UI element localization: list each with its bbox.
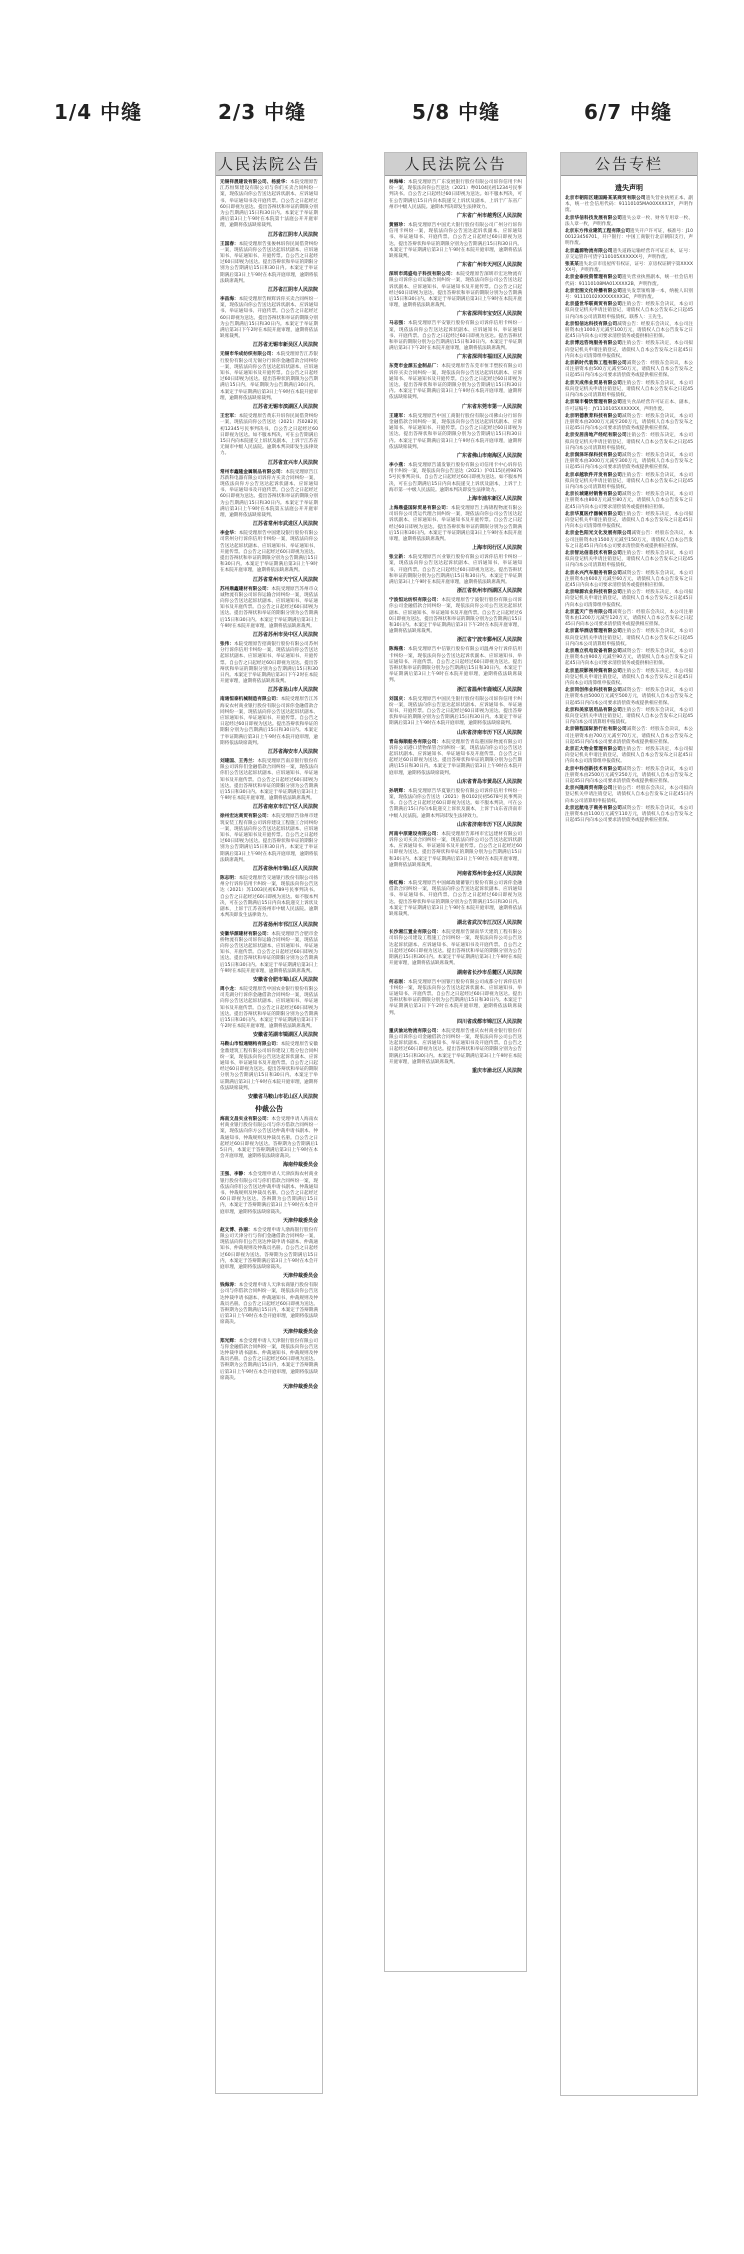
notice-item xyxy=(565,806,693,825)
notice-item xyxy=(389,647,522,684)
notice-item xyxy=(565,302,693,321)
notice-item xyxy=(565,262,693,274)
notice-party: 黄丽珍： xyxy=(389,223,409,229)
notice-item xyxy=(220,814,318,864)
notice-item xyxy=(565,747,693,766)
notice-item xyxy=(565,610,693,629)
notice-text: 减资公告：经股东会决议，本公司注册资本由1000万元减至100万元，请债权人自本公告发布之日起45日内向本公司要求清偿债务或提供相应担保。 xyxy=(565,321,693,340)
notice-court-signature: 天津仲裁委员会 xyxy=(282,1273,318,1280)
notice-party: 北京华信科技发展有限公司 xyxy=(565,215,622,221)
notice-item xyxy=(565,216,693,228)
column-body xyxy=(216,176,322,2093)
column-court-notices-1 xyxy=(215,152,323,2094)
notice-court-signature: 江苏省徐州市铜山区人民法院 xyxy=(252,866,318,873)
notice-text: 本院受理原告安徽金鼎建筑工程有限公司诉你建设工程分包合同纠纷一案，现依法向你公告送达起诉状副本、应诉通知书、举证通知书及开庭传票。自公告之日起经过60日即视为送达。提出答辩状和举证的期限分别为公告期满后15日和30日内。本案定于举证期满后第3日上午9时在本院开庭审理，逾期将依法缺席裁判。 xyxy=(220,1042,318,1091)
notice-party: 北京和美家居用品有限公司 xyxy=(565,707,622,713)
notice-text: 本院受理原告浦发银行股份有限公司信用卡中心诉你信用卡纠纷一案，现依法向你公告送达（2021）沪0115民初98765号民事判决书。自公告之日起经过60日即视为送达。如不服本判决，可在公告期满后15日内向本院递交上诉状及副本，上诉于上海市第一中级人民法院。逾期本判决即发生法律效力。 xyxy=(389,462,522,493)
notice-court-signature: 江苏省昆山市人民法院 xyxy=(267,687,318,694)
notice-text: 减资公告：经股东会决议，本公司注册资本由700万元减至70万元，请债权人自本公告发布之日起45日内向本公司要求清偿债务或提供相应担保。 xyxy=(565,727,693,745)
notice-party: 马志强： xyxy=(389,321,409,327)
notice-item xyxy=(220,759,318,802)
notice-party: 北京兴隆商贸有限公司 xyxy=(565,786,613,792)
notice-item xyxy=(565,341,693,360)
notice-party: 北京卓越软件开发有限公司 xyxy=(565,472,622,478)
notice-party: 长沙湘江置业有限公司： xyxy=(389,930,442,936)
notice-party: 河南中原建设有限公司： xyxy=(389,831,442,837)
notice-text: 本会受理申请人天津银行股份有限公司与你金融借款合同纠纷一案，现依法向你公告送达仲裁申请书副本、仲裁通知书、仲裁规则及仲裁员名册。自公告之日起经过60日即视为送达。答辩期为公告期满后15日内，本案定于答辩期满后第3日上午9时在本会开庭审理，逾期将依法缺席裁决。 xyxy=(220,1338,318,1381)
notice-text: 注销公告：经股东会决议，本公司拟向登记机关申请注销登记，请债权人自本公告发布之日起45日内向本公司清算组申报债权。 xyxy=(565,380,693,399)
notice-text: 本院受理原告平安银行股份有限公司诉你信用卡纠纷一案，现依法向你公告送达起诉状副本、应诉通知书、举证通知书、开庭传票。自公告之日起经过60日即视为送达。提出答辩状和举证的期限分别为公告期满后15日和30日内。本案定于举证期满后第3日下午2时在本院开庭审理，逾期将依法缺席裁判。 xyxy=(389,321,522,352)
notice-party: 北京鑫源物流有限公司 xyxy=(565,248,613,254)
notice-party: 北京瑞丰餐饮管理有限公司 xyxy=(565,400,622,406)
notice-item xyxy=(389,740,522,777)
notice-item xyxy=(220,876,318,919)
notice-item xyxy=(565,414,693,433)
notice-court-signature: 江苏省宜兴市人民法院 xyxy=(267,459,318,466)
notice-text: 减资公告：经股东会决议，本公司注册资本由900万元减至90万元，请债权人自本公告发布之日起45日内向本公司要求清偿债务或提供相应担保。 xyxy=(565,649,693,667)
notice-party: 陈海燕： xyxy=(389,647,409,653)
notice-text: 注销公告：经股东会决议，本公司拟向登记机关申请注销登记，请债权人自本公告发布之日起45日内向本公司清算组申报债权。联系人：王先生。 xyxy=(565,302,693,320)
notice-text: 本院受理原告招商银行股份有限公司苏州分行诉你信用卡纠纷一案，现依法向你公告送达起诉状副本、应诉通知书、举证通知书、开庭传票。自公告之日起经过60日即视为送达。提出答辩状和举证的期限分别为公告期满后15日和30日内。本案定于举证期满后第3日下午2时在本院开庭审理，逾期将依法缺席裁判。 xyxy=(220,641,318,685)
notice-item xyxy=(220,470,318,520)
notice-party: 孙明辉： xyxy=(389,788,409,794)
notice-party: 刘国庆： xyxy=(389,696,409,702)
notice-party: 张某某 xyxy=(565,262,579,268)
notice-text: 遗失公章一枚、财务专用章一枚、法人章一枚，声明作废。 xyxy=(565,215,693,227)
notice-party: 北京远航电子商务有限公司 xyxy=(565,805,622,811)
notice-party: 北京润泽环保科技有限公司 xyxy=(565,452,622,458)
notice-party: 赵文博、孙丽： xyxy=(220,1227,253,1233)
notice-court-signature: 广东省深圳市福田区人民法院 xyxy=(456,354,522,361)
notice-court-signature: 江苏省常州市武进区人民法院 xyxy=(252,521,318,528)
notice-party: 李小燕： xyxy=(389,462,409,468)
notice-party: 北京安居房地产经纪有限公司 xyxy=(565,433,627,439)
notice-item xyxy=(565,322,693,341)
notice-item xyxy=(220,1042,318,1092)
notice-item xyxy=(389,463,522,494)
notice-item xyxy=(565,727,693,746)
notice-item xyxy=(565,196,693,215)
notice-text: 本院受理原告中国民生银行股份有限公司诉你信用卡纠纷一案，现依法向你公告送达起诉状副本、应诉通知书、举证通知书、开庭传票。自公告之日起经过60日即视为送达。提出答辩状和举证的期限分别为公告期满后15日和30日内。本案定于举证期满后第3日上午9时在本院开庭审理，逾期将依法缺席裁判。 xyxy=(389,696,522,727)
section-title-lost-notice: 遗失声明 xyxy=(615,184,643,192)
notice-party: 北京市朝阳区建国路某某商贸有限公司 xyxy=(565,196,646,201)
notice-party: 北京鼎立机电设备有限公司 xyxy=(565,649,622,655)
notice-item xyxy=(565,381,693,400)
notice-party: 北京博远咨询服务有限公司 xyxy=(565,341,622,347)
notice-text: 本院受理原告江苏新科电器有限公司诉你方买卖合同纠纷一案，现依法向你方公告送达起诉状副本、应诉通知书、举证通知书及开庭传票。自公告之日起经过60日即视为送达。提出答辩状和举证的期限分别为公告期满后15日和30日内。本案定于举证期满后第3日上午9时在本院第五法庭公开开庭审理，逾期将依法缺席裁判。 xyxy=(220,469,318,518)
notice-party: 北京锦程国际旅行社有限公司 xyxy=(565,727,627,733)
notice-party: 北京中科创新技术有限公司 xyxy=(565,766,622,772)
notice-item xyxy=(565,289,693,301)
notice-text: 本院受理原告兴业银行股份有限公司诉你信用卡纠纷一案，现依法向你公告送达起诉状副本、应诉通知书、举证通知书、开庭传票。自公告之日起经过60日即视为送达。提出答辩状和举证的期限分别为公告期满后15日和30日内。本案定于举证期满后第3日上午9时在本院开庭审理，逾期将依法缺席裁判。 xyxy=(389,555,522,585)
notice-court-signature: 江苏省江阴市人民法院 xyxy=(267,231,318,238)
notice-item xyxy=(565,649,693,668)
notice-item xyxy=(389,364,522,401)
notice-item xyxy=(220,1228,318,1271)
notice-party: 重庆渝达物流有限公司： xyxy=(389,1028,442,1034)
notice-item xyxy=(220,587,318,630)
notice-text: 减资公告：经股东会决议，本公司注册资本由500万元减至50万元，请债权人自本公告发布之日起45日内向本公司要求清偿债务或提供相应担保。 xyxy=(565,361,693,379)
notice-item xyxy=(565,492,693,511)
notice-text: 遗失食品经营许可证正本、副本，许可证编号：JY1110105XXXXXXX，声明作废。 xyxy=(565,400,693,412)
notice-item xyxy=(565,786,693,805)
notice-court-signature: 山东省青岛市黄岛区人民法院 xyxy=(456,778,522,785)
notice-party: 北京长城建材销售有限公司 xyxy=(565,492,622,498)
notice-court-signature: 浙江省杭州市西湖区人民法院 xyxy=(456,588,522,595)
notice-text: 本院受理原告徐州市建筑安装工程有限公司诉你建设工程施工合同纠纷一案，现依法向你公告送达起诉状副本、应诉通知书、举证通知书及开庭传票。自公告之日起经过60日即视为送达。提出答辩状和举证的期限分别为公告期满后15日和30日内。本案定于举证期满后第3日上午9时在本院开庭审理，逾期将依法缺席裁判。 xyxy=(220,814,318,863)
notice-text: 本院受理原告重庆农村商业银行股份有限公司诉你公司金融借款合同纠纷一案，现依法向你公司公告送达起诉状副本、应诉通知书、举证通知书及开庭传票。自公告之日起经过60日即视为送达。提出答辩状和举证的期限分别为公告期满后15日和30日内。本案定于举证期满后第3日上午9时在本院开庭审理，逾期将依法缺席裁判。 xyxy=(389,1028,522,1065)
notice-item xyxy=(389,180,522,211)
notice-party: 北京富华酒店管理有限公司 xyxy=(565,629,622,635)
notice-text: 减资公告：经股东会决议，本公司注册资本由2000万元减至200万元，请债权人自本公告发布之日起45日内向本公司要求清偿债务或提供相应担保。 xyxy=(565,413,693,432)
notice-item xyxy=(389,789,522,820)
notice-item xyxy=(389,980,522,1017)
notice-item xyxy=(565,590,693,609)
notice-court-signature: 山东省济南市历下区人民法院 xyxy=(456,729,522,736)
notice-party: 苏州鼎鑫建材有限公司： xyxy=(220,586,272,592)
notice-party: 深圳市鸿盛电子科技有限公司： xyxy=(389,272,456,278)
notice-item xyxy=(565,473,693,492)
notice-item xyxy=(389,598,522,635)
notice-text: 遗失道路运输经营许可证正本，证号：京交运管许可货字110105XXXXXX号，声明作废。 xyxy=(565,248,693,260)
fold-label-1: 1/4 中缝 xyxy=(54,100,143,124)
notice-text: 注销公告：经股东会决议，本公司拟向登记机关申请注销登记，请债权人自本公告发布之日起45日内向本公司清算组申报债权。 xyxy=(565,550,693,569)
notice-item xyxy=(565,551,693,570)
notice-party: 徐州宏达商贸有限公司： xyxy=(220,814,272,820)
notice-court-signature: 天津仲裁委员会 xyxy=(282,1328,318,1335)
notice-party: 王国春： xyxy=(220,241,239,247)
notice-text: 注销公告：经股东会决议，本公司拟向登记机关申请注销登记，请债权人自本公告发布之日起45日内向本公司清算组申报债权。 xyxy=(565,472,693,490)
notice-party: 北京永兴汽车服务有限公司 xyxy=(565,570,622,576)
notice-text: 本院受理原告江苏海安农村商业银行股份有限公司诉你金融借款合同纠纷一案，现依法向你公告送达起诉状副本、应诉通知书、举证通知书、开庭传票。自公告之日起经过60日即视为送达。提出答辩状和举证的期限分别为公告期满后15日和30日内。本案定于举证期满后第3日上午9时在本院开庭审理，逾期将依法缺席裁判。 xyxy=(220,697,318,746)
column-body xyxy=(385,176,526,1971)
notice-party: 周小龙： xyxy=(220,986,239,992)
notice-text: 本院受理原告青岛港国际物流有限公司诉你公司港口货物保管合同纠纷一案，现依法向你公司公告送达起诉状副本、应诉通知书、举证通知书及开庭传票。自公告之日起经过60日即视为送达。提出答辩状和举证的期限分别为公告期满后15日和30日内。本案定于举证期满后第3日上午9时在本院开庭审理，逾期将依法缺席裁判。 xyxy=(389,739,522,776)
notice-text: 本院受理原告深圳市宏达物流有限公司诉你公司运输合同纠纷一案，现依法向你公司公告送达起诉状副本、应诉通知书、举证通知书及开庭传票。自公告之日起经过60日即视为送达。提出答辩状和举证的期限分别为公告期满后15日和30日内。本案定于举证期满后第3日上午9时在本院开庭审理，逾期将依法缺席裁判。 xyxy=(389,272,522,309)
column-court-notices-2 xyxy=(384,152,527,1972)
notice-text: 本院受理原告中国工商银行股份有限公司佛山分行诉你金融借款合同纠纷一案，现依法向你公告送达起诉状副本、应诉通知书、举证通知书、开庭传票。自公告之日起经过60日即视为送达。提出答辩状和举证的期限分别为公告期满后15日和30日内。本案定于举证期满后第3日上午9时在本院开庭审理，逾期将依法缺席裁判。 xyxy=(389,413,522,450)
notice-court-signature: 浙江省宁波市鄞州区人民法院 xyxy=(456,637,522,644)
notice-text: 本院受理原告中信银行股份有限公司温州分行诉你信用卡纠纷一案，现依法向你公告送达起诉状副本、应诉通知书、举证通知书、开庭传票。自公告之日起经过60日即视为送达。提出答辩状和举证的期限分别为公告期满后15日和30日内。本案定于举证期满后第3日上午9时在本院开庭审理，逾期将依法缺席裁判。 xyxy=(389,647,522,684)
notice-party: 上海鼎盛国际贸易有限公司： xyxy=(389,505,451,511)
notice-text: 减资公告：经股东会决议，本公司注册资本由5000万元减至500万元，请债权人自本公告发布之日起45日内向本公司要求清偿债务或提供相应担保。 xyxy=(565,688,693,706)
notice-party: 刘建国、王秀兰： xyxy=(220,759,258,765)
notice-item xyxy=(220,932,318,975)
notice-party: 无锡市华成纺织有限公司： xyxy=(220,352,277,358)
notice-text: 注销公告：经股东决定，本公司拟向登记机关申请注销登记，请债权人自本公告发布之日起45日内向本公司清算组申报债权。 xyxy=(565,668,693,687)
notice-party: 北京绿源农业科技有限公司 xyxy=(565,590,622,596)
notice-court-signature: 江苏省无锡市新吴区人民法院 xyxy=(252,342,318,349)
notice-text: 本院受理原告东莞市恒丰塑胶有限公司诉你买卖合同纠纷一案，现依法向你公告送达起诉状副本、应诉通知书、举证通知书及开庭传票。自公告之日起经过60日即视为送达。提出答辩状和举证的期限分别为公告期满后15日和30日内。本案定于举证期满后第3日上午9时在本院开庭审理，逾期将依法缺席裁判。 xyxy=(389,364,522,401)
notice-text: 注销公告：经股东决定，本公司拟向登记机关申请注销登记，请债权人自本公告发布之日起45日内向本公司清算组申报债权。 xyxy=(565,590,693,608)
notice-court-signature: 安徽省合肥市蜀山区人民法院 xyxy=(252,976,318,983)
notice-text: 注销公告：经股东会决议，本公司拟向登记机关申请注销登记，请债权人自本公告发布之日起45日内向本公司清算组申报债权。 xyxy=(565,629,693,647)
notice-text: 本院受理原告宁波银行股份有限公司诉你公司金融借款合同纠纷一案，现依法向你公司公告送达起诉状副本、应诉通知书、举证通知书及开庭传票。自公告之日起经过60日即视为送达。提出答辩状和举证的期限分别为公告期满后15日和30日内。本案定于举证期满后第3日下午2时在本院开庭审理，逾期将依法缺席裁判。 xyxy=(389,598,522,635)
notice-party: 张立新： xyxy=(389,555,409,561)
notice-item xyxy=(389,223,522,260)
notice-party: 马鞍山市恒通钢构有限公司： xyxy=(220,1042,281,1048)
notice-court-signature: 上海市浦东新区人民法院 xyxy=(466,495,522,502)
notice-text: 本院受理原告华夏银行股份有限公司诉你信用卡纠纷一案，现依法向你公告送达（2021）鲁0102民初5678号民事判决书。自公告之日起经过60日即视为送达。如不服本判决，可在公告期满后15日内向本院递交上诉状及副本，上诉于山东省济南市中级人民法院。逾期本判决即发生法律效力。 xyxy=(389,788,522,819)
notice-item xyxy=(565,669,693,688)
notice-party: 张伟： xyxy=(220,641,235,647)
notice-text: 遗失开户许可证，核准号：J1000123456701，开户银行：中国工商银行北京朝阳支行，声明作废。 xyxy=(565,229,693,247)
notice-text: 减资公告：经股东会决议，本公司注册资本由1100万元减至110万元，请债权人自本公告发布之日起45日内向本公司要求清偿债务或提供相应担保。 xyxy=(565,805,693,824)
notice-text: 本院受理原告张俊林诉你民间借贷纠纷一案，现依法向你公告送达起诉状副本、应诉通知书、举证通知书、开庭传票。自公告之日起经过60日即视为送达。提出答辩状和举证的期限分别为公告期满后15日和30日内。本案定于举证期满后第3日上午9时在本院开庭审理，逾期将依法缺席裁判。 xyxy=(220,241,318,284)
fold-label-2: 2/3 中缝 xyxy=(218,100,307,124)
notice-item xyxy=(389,321,522,352)
notice-text: 本院受理原告湖南华天建筑工程有限公司诉你公司建设工程施工合同纠纷一案，现依法向你公司公告送达起诉状副本、应诉通知书、举证通知书及开庭传票。自公告之日起经过60日即视为送达。提出答辩状和举证的期限分别为公告期满后15日和30日内。本案定于举证期满后第3日上午9时在本院开庭审理，逾期将依法缺席裁判。 xyxy=(389,930,522,967)
notice-item xyxy=(220,297,318,340)
notice-court-signature: 湖北省武汉市江汉区人民法院 xyxy=(456,920,522,927)
notice-court-signature: 安徽省芜湖市镜湖区人民法院 xyxy=(252,1032,318,1039)
notice-text: 本会受理申请人渤海银行股份有限公司天津分行与你们金融借款合同纠纷一案，现依法向你们公告送达仲裁申请书副本、仲裁通知书、仲裁规则及仲裁员名册。自公告之日起经过60日即视为送达。答辩期为公告期满后15日内，本案定于答辩期满后第3日上午9时在本会开庭审理，逾期将依法缺席裁决。 xyxy=(220,1227,318,1271)
notice-text: 本院受理原告南京银行股份有限公司诉你们金融借款合同纠纷一案，现依法向你们公告送达起诉状副本、应诉通知书、举证通知书及开庭传票。自公告之日起经过60日即视为送达。提出答辩状和举证的期限分别为公告期满后15日和30日内。本案定于举证期满后第3日上午9时在本院开庭审理，逾期将依法缺席裁判。 xyxy=(220,759,318,802)
notice-text: 本院受理原告郑州市宏远建材有限公司诉你公司买卖合同纠纷一案，现依法向你公司公告送达起诉状副本、应诉通知书、举证通知书及开庭传票。自公告之日起经过60日即视为送达。提出答辩状和举证的期限分别为公告期满后15日和30日内。本案定于举证期满后第3日上午9时在本院开庭审理，逾期将依法缺席裁判。 xyxy=(389,831,522,868)
notice-text: 遗失发票领购簿一本，纳税人识别号：91110102XXXXXXXX3C，声明作废。 xyxy=(565,288,693,301)
notice-party: 宁波恒达纺织有限公司： xyxy=(389,598,442,604)
notice-item xyxy=(220,642,318,685)
column-header: 人民法院公告 xyxy=(385,153,526,176)
notice-text: 本院受理原告中国农业银行股份有限公司芜湖分行诉你金融借款合同纠纷一案，现依法向你公告送达起诉状副本、应诉通知书、举证通知书及开庭传票。自公告之日起经过60日即视为送达。提出答辩状和举证的期限分别为公告期满后15日和30日内。本案定于举证期满后第3日下午2时在本院开庭审理，逾期将依法缺席裁判。 xyxy=(220,986,318,1030)
notice-court-signature: 江苏省江阴市人民法院 xyxy=(267,287,318,294)
column-body xyxy=(561,176,697,2095)
notice-item xyxy=(389,506,522,543)
notice-party: 北京同创伟业科技有限公司 xyxy=(565,688,622,694)
notice-party: 王建军： xyxy=(389,413,409,419)
notice-item xyxy=(389,832,522,869)
notice-court-signature: 河南省郑州市金水区人民法院 xyxy=(456,871,522,878)
notice-party: 北京宏图文化传播有限公司 xyxy=(565,288,622,294)
notice-item xyxy=(389,1029,522,1066)
notice-court-signature: 湖南省长沙市岳麓区人民法院 xyxy=(456,969,522,976)
notice-court-signature: 江苏省苏州市吴中区人民法院 xyxy=(252,631,318,638)
notice-party: 杨红梅： xyxy=(389,881,409,887)
notice-court-signature: 山东省济南市历下区人民法院 xyxy=(456,821,522,828)
notice-text: 减资公告：经股东会决议，本公司注册资本由800万元减至80万元，请债权人自本公告发布之日起45日内向本公司要求清偿债务或提供相应担保。 xyxy=(565,492,693,510)
notice-court-signature: 浙江省温州市鹿城区人民法院 xyxy=(456,686,522,693)
notice-court-signature: 广东省东莞市第一人民法院 xyxy=(461,403,522,410)
notice-item xyxy=(565,708,693,727)
notice-item xyxy=(565,249,693,261)
notice-party: 李金华： xyxy=(220,531,239,537)
notice-item xyxy=(389,881,522,918)
notice-text: 本院受理原告顾辉诉你买卖合同纠纷一案，现依法向你公告送达起诉状副本、应诉通知书、举证通知书、开庭传票。自公告之日起经过60日即视为送达。提出答辩状和举证的期限分别为公告期满后15日和30日内。本案定于举证期满后第3日下午2时在本院开庭审理，逾期将依法缺席裁判。 xyxy=(220,297,318,340)
notice-text: 注销公告：经股东会决议，本公司拟向登记机关申请注销登记，请债权人自本公告发布之日起45日内向本公司清算组申报债权。 xyxy=(565,786,693,804)
notice-party: 郑光辉： xyxy=(220,1338,239,1344)
notice-item xyxy=(220,180,318,230)
notice-text: 本院受理原告上海锦程物流有限公司诉你公司货运代理合同纠纷一案，现依法向你公司公告送达起诉状副本、应诉通知书、举证通知书及开庭传票。自公告之日起经过60日即视为送达。提出答辩状和举证的期限分别为公告期满后15日和30日内。本案定于举证期满后第3日上午9时在本院开庭审理，逾期将依法缺席裁判。 xyxy=(389,505,522,542)
notice-text: 遗失北京市房屋所有权证，证号：京房权证朝字第XXXXXX号，声明作废。 xyxy=(565,262,693,274)
notice-party: 王强、李静： xyxy=(220,1172,249,1178)
fold-label-4: 6/7 中缝 xyxy=(584,100,673,124)
notice-text: 遗失营业执照正本、副本，统一社会信用代码：91110105MA00XXXX1Y，声明作废。 xyxy=(565,196,693,214)
notice-item xyxy=(389,272,522,309)
notice-item xyxy=(220,1339,318,1382)
notice-court-signature: 江苏省常州市天宁区人民法院 xyxy=(252,576,318,583)
notice-item xyxy=(389,930,522,967)
notice-party: 北京盛世华联商贸有限公司 xyxy=(565,302,622,308)
notice-text: 减资公告：经股东会决议，本公司注册资本由3000万元减至300万元，请债权人自本公告发布之日起45日内向本公司要求清偿债务或提供相应担保。 xyxy=(565,452,693,471)
notice-court-signature: 海南仲裁委员会 xyxy=(282,1162,318,1169)
notice-party: 李昌海： xyxy=(220,297,239,303)
notice-item xyxy=(565,275,693,287)
notice-text: 本院受理原告中国建设银行股份有限公司常州分行诉你信用卡纠纷一案，现依法向你公告送达起诉状副本、应诉通知书、举证通知书、开庭传票。自公告之日起经过60日即视为送达。提出答辩状和举证的期限分别为公告期满后15日和30日内。本案定于举证期满后第3日上午9时在本院开庭审理，逾期将依法缺席裁判。 xyxy=(220,531,318,574)
notice-text: 注销公告：经股东决定，本公司拟向登记机关申请注销登记，请债权人自本公告发布之日起45日内向本公司清算组申报债权。 xyxy=(565,341,693,359)
notice-court-signature: 天津仲裁委员会 xyxy=(282,1384,318,1391)
notice-item xyxy=(220,1172,318,1215)
notice-text: 本院受理原告中国光大银行股份有限公司广州分行诉你信用卡纠纷一案，现依法向你公告送达起诉状副本、应诉通知书、举证通知书、开庭传票。自公告之日起经过60日即视为送达。提出答辩状和举证的期限分别为公告期满后15日和30日内。本案定于举证期满后第3日上午9时在本院开庭审理，逾期将依法缺席裁判。 xyxy=(389,223,522,260)
notice-text: 减资公告：经股东会决议，本公司注册资本由1500万元减至150万元，请债权人自本公告发布之日起45日内向本公司要求清偿债务或提供相应担保。 xyxy=(565,531,693,549)
notice-text: 本院受理原告江苏恒辉建设有限公司与你们买卖合同纠纷一案，现依法向你公告送达起诉状副本、应诉通知书、举证通知书及开庭传票。自公告之日起经过60日即视为送达。提出答辩状和举证的期限分别为公告期满后15日和30日内。本案定于举证期满后第3日上午9时在本院第十法庭公开开庭审理，逾期将依法缺席裁判。 xyxy=(220,180,318,229)
notice-party: 陈志明： xyxy=(220,876,239,882)
notice-item xyxy=(220,531,318,574)
notice-item xyxy=(220,352,318,402)
notice-text: 本院受理原告合肥市金桥物流有限公司诉你运输合同纠纷一案，现依法向你公告送达起诉状副本、应诉通知书、举证通知书、开庭传票。自公告之日起经过60日即视为送达。提出答辩状和举证的期限分别为公告期满后15日和30日内。本案定于举证期满后第3日上午9时在本院开庭审理，逾期将依法缺席裁判。 xyxy=(220,931,318,974)
notice-party: 北京新时代装饰工程有限公司 xyxy=(565,361,627,367)
notice-text: 注销公告：经股东决定，本公司拟向登记机关申请注销登记，请债权人自本公告发布之日起45日内向本公司清算组申报债权。 xyxy=(565,511,693,530)
notice-party: 北京天成伟业贸易有限公司 xyxy=(565,380,622,386)
notice-court-signature: 江苏省无锡市滨湖区人民法院 xyxy=(252,404,318,411)
notice-item xyxy=(220,1117,318,1160)
notice-text: 本院受理原告苏州市众诚物流有限公司诉你运输合同纠纷一案，现依法向你公告送达起诉状副本、应诉通知书、举证通知书及开庭传票。自公告之日起经过60日即视为送达。提出答辩状和举证的期限分别为公告期满后15日和30日内。本案定于举证期满后第3日上午9时在本院开庭审理，逾期将依法缺席裁判。 xyxy=(220,586,318,629)
notice-item xyxy=(389,555,522,586)
notice-text: 本院受理原告江苏银行股份有限公司无锡分行诉你金融借款合同纠纷一案，现依法向你公告送达起诉状副本、应诉通知书、举证通知书及开庭传票。自公告之日起经过60日即视为送达。提出答辩状的期限为公告期满后15日内，举证期限为公告期满后30日内。本案定于举证期满后第3日上午9时在本院开庭审理，逾期将依法缺席裁判。 xyxy=(220,352,318,401)
column-header: 公告专栏 xyxy=(561,153,697,176)
notice-party: 林海峰： xyxy=(389,180,409,185)
notice-party: 北京明德教育科技有限公司 xyxy=(565,413,622,419)
notice-text: 本会受理申请人海南农村商业银行股份有限公司与你方借款合同纠纷一案，现依法向你方公告送达仲裁申请书副本、仲裁通知书、仲裁规则及仲裁员名册。自公告之日起经过60日即视为送达。答辩期为公告期满后15日内，本案定于答辩期满后第3日上午9时在本会开庭审理，逾期将依法缺席裁决。 xyxy=(220,1116,318,1160)
notice-court-signature: 江苏省海安市人民法院 xyxy=(267,749,318,756)
section-title-arbitration: 仲裁公告 xyxy=(255,1104,283,1113)
notice-item xyxy=(565,767,693,786)
notice-party: 北京正大物业管理有限公司 xyxy=(565,747,622,753)
notice-item xyxy=(389,414,522,451)
notice-party: 无锡祥晟建设有限公司、杨爱华： xyxy=(220,180,291,185)
notice-party: 北京华夏医疗器械有限公司 xyxy=(565,511,622,517)
notice-party: 常州市鑫隆金属制品有限公司： xyxy=(220,469,286,475)
notice-text: 本院受理原告交通银行股份有限公司扬州分行诉你信用卡纠纷一案，现依法向你公告送达（2021）苏1003民初6789号民事判决书。自公告之日起经过60日即视为送达。如不服本判决，可在公告期满后15日内向本院递交上诉状及副本，上诉于江苏省扬州市中级人民法院。逾期本判决即发生法律效力。 xyxy=(220,876,318,919)
notice-party: 北京金泰投资管理有限公司 xyxy=(565,275,622,281)
notice-party: 北京智达信息技术有限公司 xyxy=(565,550,622,556)
notice-text: 减资公告：经股东会决议，本公司注册资本由1200万元减至120万元，请债权人自本公告发布之日起45日内向本公司要求清偿债务或提供相应担保。 xyxy=(565,609,693,628)
notice-item xyxy=(565,531,693,550)
notice-party: 王宏军： xyxy=(220,414,239,420)
notice-court-signature: 江苏省南京市江宁区人民法院 xyxy=(252,804,318,811)
notice-text: 本院受理原告广东发展银行股份有限公司诉你信用卡纠纷一案，现依法向你公告送达（2021）粤0104民初1234号民事判决书。自公告之日起经过60日即视为送达。如不服本判决，可在公告期满后15日内向本院递交上诉状及副本，上诉于广东省广州市中级人民法院。逾期本判决即发生法律效力。 xyxy=(389,180,522,210)
notice-item xyxy=(565,571,693,590)
notice-party: 安徽华源建材有限公司： xyxy=(220,931,272,937)
notice-item xyxy=(565,453,693,472)
notice-item xyxy=(565,229,693,248)
notice-item xyxy=(565,688,693,707)
notice-item xyxy=(565,512,693,531)
notice-court-signature: 天津仲裁委员会 xyxy=(282,1217,318,1224)
notice-item xyxy=(220,414,318,457)
notice-item xyxy=(220,242,318,285)
notice-item xyxy=(565,629,693,648)
notice-party: 北京东方伟业建筑工程有限公司 xyxy=(565,229,631,235)
notice-text: 注销公告：经股东决定，本公司拟向登记机关申请注销登记，请债权人自本公告发布之日起45日内向本公司清算组申报债权。 xyxy=(565,747,693,765)
column-announcements xyxy=(560,152,698,2096)
notice-text: 减资公告：经股东会决议，本公司注册资本由600万元减至60万元，请债权人自本公告发布之日起45日内向本公司要求清偿债务或提供相应担保。 xyxy=(565,570,693,588)
notice-court-signature: 广东省广州市天河区人民法院 xyxy=(456,262,522,269)
notice-party: 何志刚： xyxy=(389,979,409,985)
notice-text: 减资公告：经股东会决议，本公司注册资本由2500万元减至250万元，请债权人自本公告发布之日起45日内向本公司要求清偿债务或提供相应担保。 xyxy=(565,766,693,785)
notice-court-signature: 广东省广州市越秀区人民法院 xyxy=(456,213,522,220)
fold-label-3: 5/8 中缝 xyxy=(412,100,501,124)
notice-text: 注销公告：经股东决定，本公司拟向登记机关申请注销登记，请债权人自本公告发布之日起45日内向本公司清算组申报债权。 xyxy=(565,433,693,451)
notice-court-signature: 四川省成都市锦江区人民法院 xyxy=(456,1018,522,1025)
notice-item xyxy=(220,697,318,747)
notice-party: 北京星辰影视传媒有限公司 xyxy=(565,668,622,674)
notice-item xyxy=(220,1283,318,1326)
notice-party: 青岛海顺船务有限公司： xyxy=(389,739,442,745)
notice-party: 东莞市金源五金制品厂： xyxy=(389,364,442,370)
notice-court-signature: 江苏省扬州市邗江区人民法院 xyxy=(252,921,318,928)
notice-item xyxy=(220,987,318,1030)
notice-party: 北京恒信达科技有限公司 xyxy=(565,321,618,327)
notice-text: 本会受理申请人天津滨海农村商业银行股份有限公司与你们借款合同纠纷一案，现依法向你们公告送达仲裁申请书副本、仲裁通知书、仲裁规则及仲裁员名册。自公告之日起经过60日即视为送达。答辩期为公告期满后15日内，本案定于答辩期满后第3日上午9时在本会开庭审理，逾期将依法缺席裁决。 xyxy=(220,1172,318,1215)
notice-text: 本会受理申请人天津农商银行股份有限公司与你借款合同纠纷一案，现依法向你公告送达仲裁申请书副本、仲裁通知书、仲裁规则及仲裁员名册。自公告之日起经过60日即视为送达。答辩期为公告期满后15日内，本案定于答辩期满后第3日上午9时在本会开庭审理，逾期将依法缺席裁决。 xyxy=(220,1283,318,1326)
notice-court-signature: 安徽省马鞍山市花山区人民法院 xyxy=(247,1093,318,1100)
notice-party: 北京金色阳光文化发展有限公司 xyxy=(565,531,632,537)
notice-party: 钱海涛： xyxy=(220,1283,239,1289)
notice-item xyxy=(565,361,693,380)
notice-text: 本院受理原告黄东升诉你民间借贷纠纷一案，现依法向你公告送达（2021）苏0282民初12345号民事判决书。自公告之日起经过60日即视为送达。如不服本判决，可在公告期满后15日内向本院递交上诉状及副本，上诉于江苏省无锡市中级人民法院。逾期本判决即发生法律效力。 xyxy=(220,414,318,457)
notice-party: 海南文昌实业有限公司： xyxy=(220,1116,272,1122)
notice-court-signature: 广东省深圳市宝安区人民法院 xyxy=(456,311,522,318)
notice-court-signature: 重庆市渝北区人民法院 xyxy=(471,1067,522,1074)
notice-party: 南通恒泰机械制造有限公司： xyxy=(220,697,281,703)
column-header: 人民法院公告 xyxy=(216,153,322,176)
notice-item xyxy=(565,400,693,412)
notice-party: 北京蓝天广告有限公司 xyxy=(565,609,613,615)
notice-text: 本院受理原告中国邮政储蓄银行股份有限公司诉你金融借款合同纠纷一案，现依法向你公告送达起诉状副本、应诉通知书、举证通知书、开庭传票。自公告之日起经过60日即视为送达。提出答辩状和举证的期限分别为公告期满后15日和30日内。本案定于举证期满后第3日上午9时在本院开庭审理，逾期将依法缺席裁判。 xyxy=(389,881,522,918)
notice-text: 遗失营业执照副本，统一社会信用代码：91110108MA01XXXX2B，声明作废。 xyxy=(565,275,693,287)
notice-court-signature: 广东省佛山市南海区人民法院 xyxy=(456,452,522,459)
notice-item xyxy=(565,433,693,452)
notice-item xyxy=(389,697,522,728)
notice-court-signature: 上海市闵行区人民法院 xyxy=(471,545,522,552)
notice-text: 本院受理原告中国银行股份有限公司成都分行诉你信用卡纠纷一案，现依法向你公告送达起诉状副本、应诉通知书、举证通知书、开庭传票。自公告之日起经过60日即视为送达。提出答辩状和举证的期限分别为公告期满后15日和30日内。本案定于举证期满后第3日下午2时在本院开庭审理，逾期将依法缺席裁判。 xyxy=(389,979,522,1016)
notice-text: 注销公告：经股东会决议，本公司拟向登记机关申请注销登记，请债权人自本公告发布之日起45日内向本公司清算组申报债权。 xyxy=(565,707,693,726)
